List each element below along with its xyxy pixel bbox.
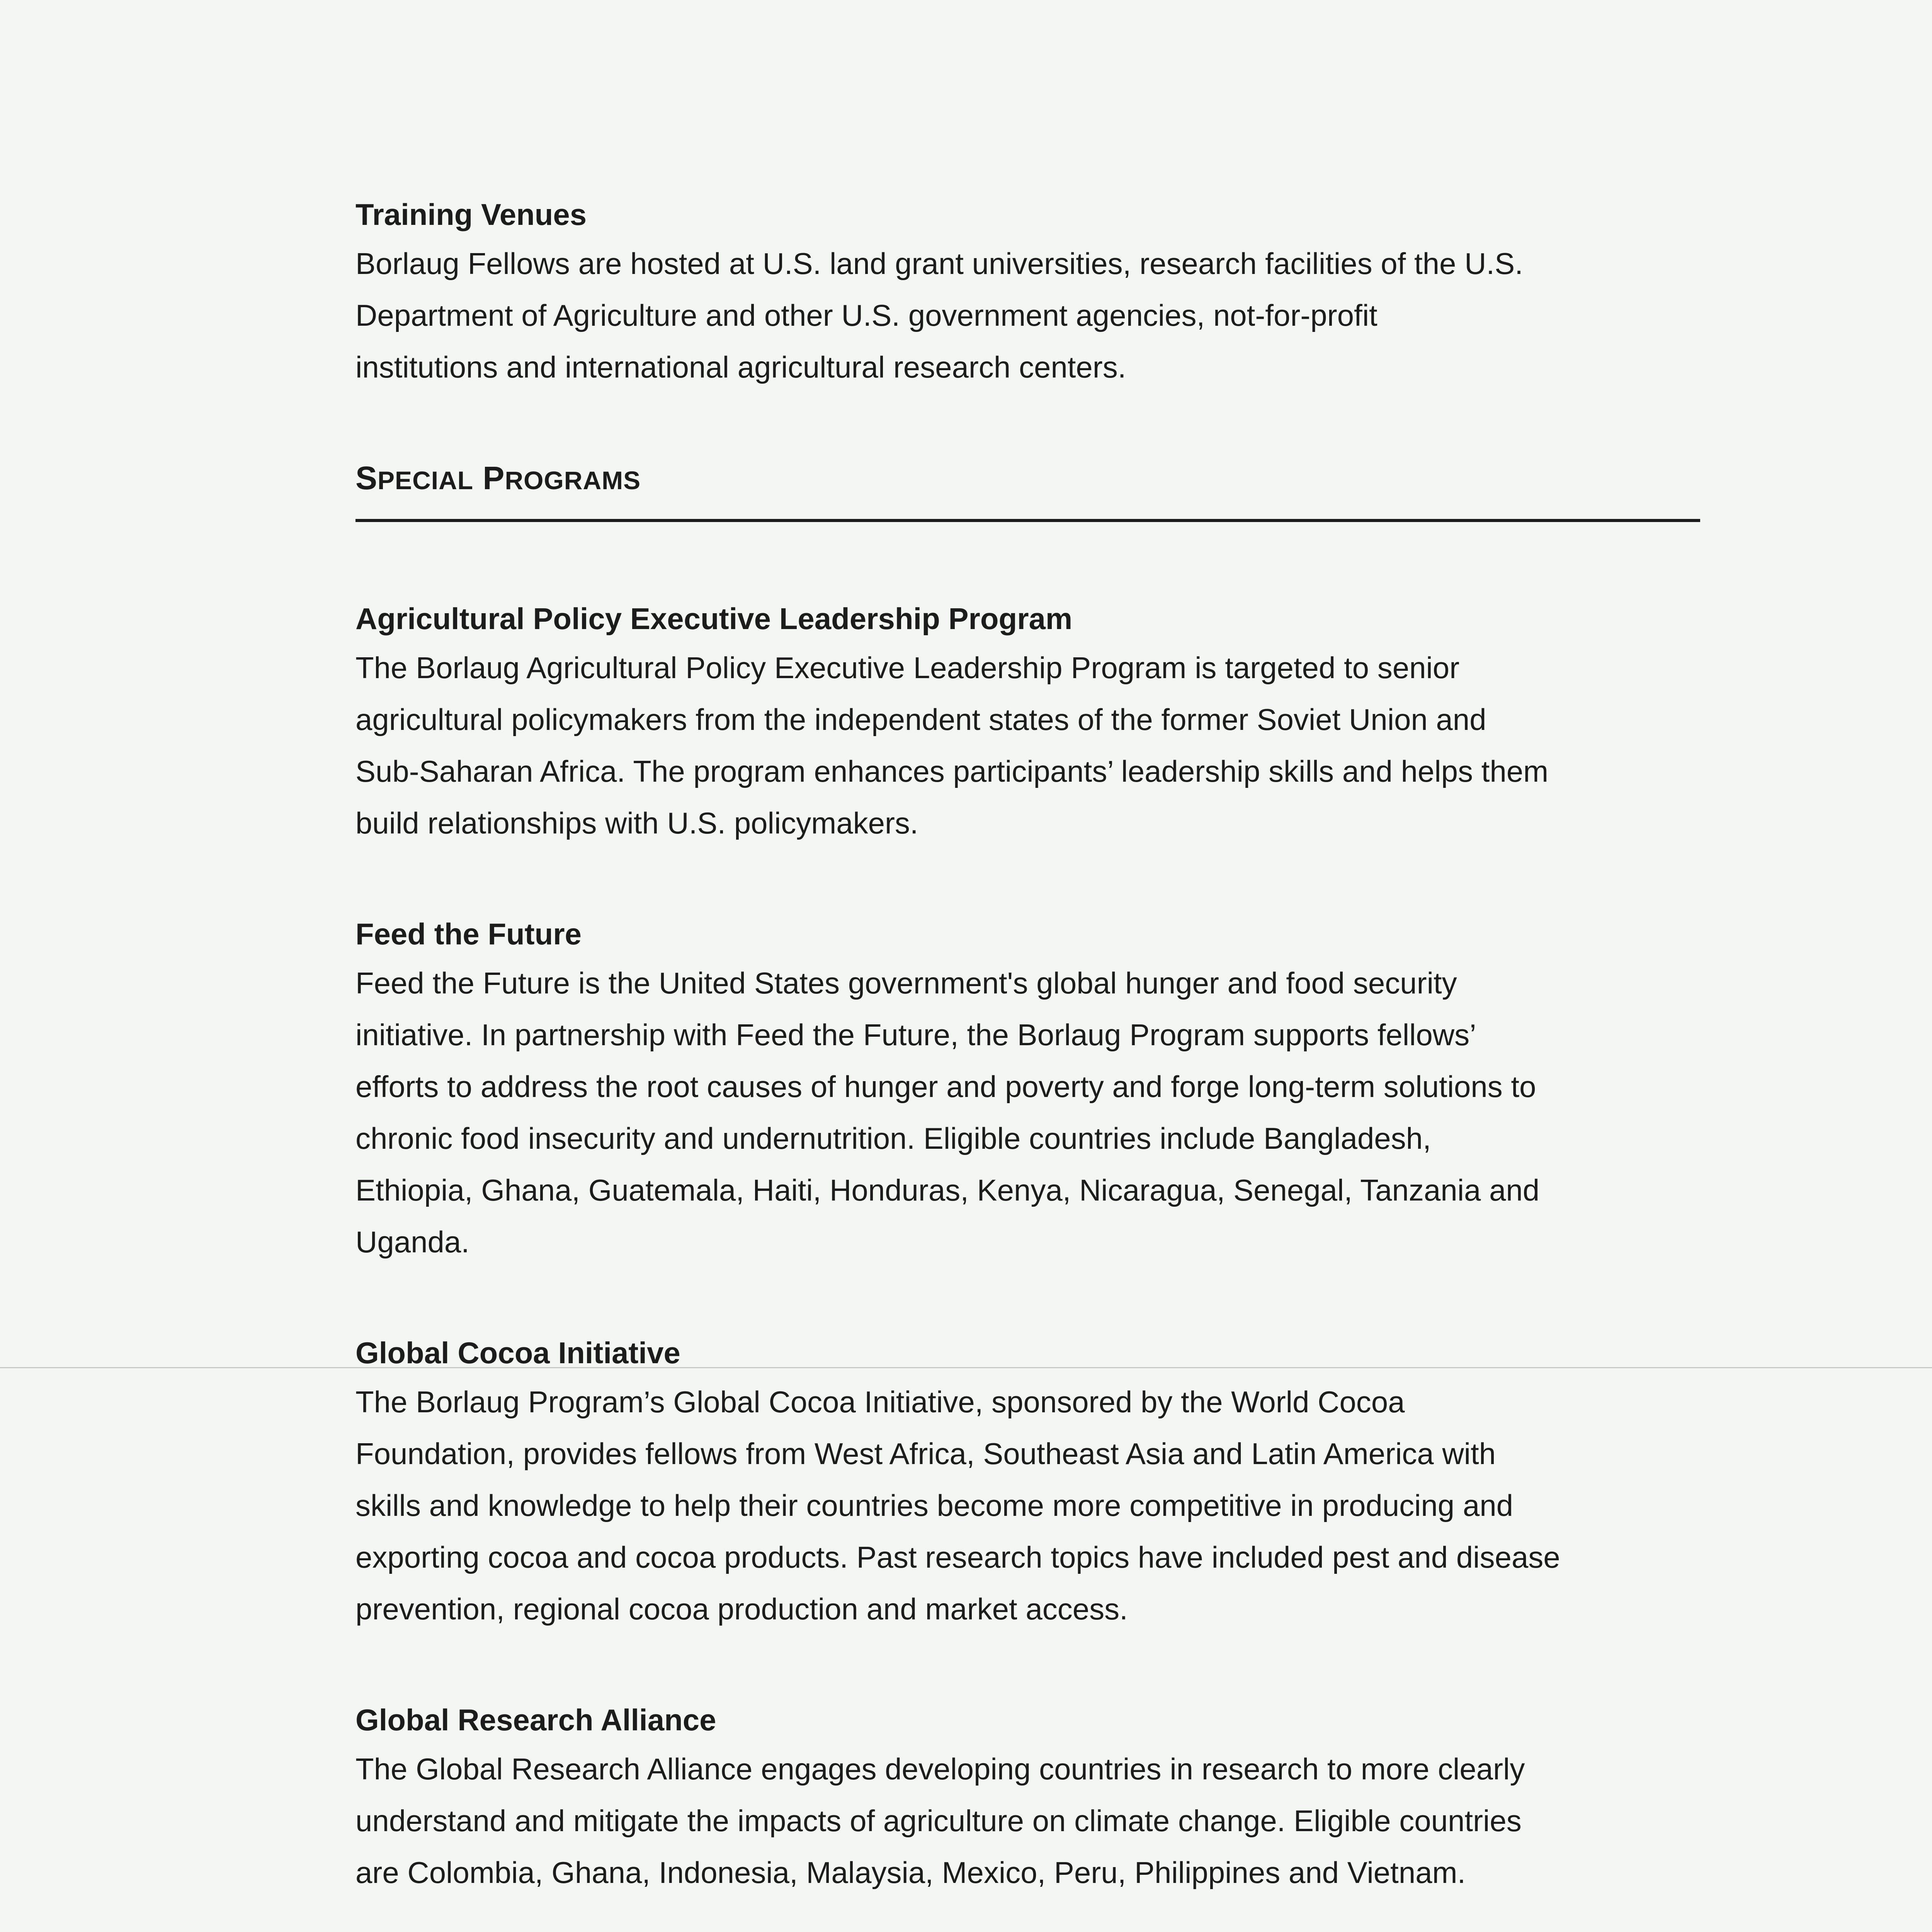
global-cocoa-line: Foundation, provides fellows from West Africa, Southeast Asia and Latin America with: [355, 1437, 1496, 1471]
agricultural-policy-heading: Agricultural Policy Executive Leadership Program: [355, 602, 1073, 636]
agricultural-policy-line: Sub-Saharan Africa. The program enhances participants’ leadership skills and helps them: [355, 754, 1549, 788]
special-programs-initial-p: P: [483, 460, 505, 496]
training-venues-line: institutions and international agricultural research centers.: [355, 350, 1126, 384]
global-research-line: are Colombia, Ghana, Indonesia, Malaysia, Mexico, Peru, Philippines and Vietnam.: [355, 1855, 1466, 1889]
training-venues-heading: Training Venues: [355, 197, 587, 231]
global-cocoa-line: exporting cocoa and cocoa products. Past research topics have included pest and disease: [355, 1540, 1560, 1574]
special-programs-rest-pecial: PECIAL: [378, 466, 474, 495]
section-divider-rule: [355, 519, 1700, 522]
global-research-line: understand and mitigate the impacts of agriculture on climate change. Eligible countries: [355, 1804, 1522, 1838]
feed-the-future-line: Uganda.: [355, 1225, 469, 1259]
global-cocoa-line: The Borlaug Program’s Global Cocoa Initiative, sponsored by the World Cocoa: [355, 1385, 1405, 1419]
training-venues-section: [355, 191, 1716, 393]
global-cocoa-line: prevention, regional cocoa production and market access.: [355, 1592, 1128, 1626]
global-cocoa-heading: Global Cocoa Initiative: [355, 1336, 680, 1370]
training-venues-line: Borlaug Fellows are hosted at U.S. land grant universities, research facilities of the U.S.: [355, 247, 1523, 281]
feed-the-future-line: Ethiopia, Ghana, Guatemala, Haiti, Honduras, Kenya, Nicaragua, Senegal, Tanzania and: [355, 1173, 1540, 1207]
feed-the-future-line: initiative. In partnership with Feed the Future, the Borlaug Program supports fellows’: [355, 1018, 1476, 1052]
special-programs-heading: [355, 455, 1716, 503]
agricultural-policy-section: [355, 595, 1716, 849]
feed-the-future-heading: Feed the Future: [355, 917, 582, 951]
feed-the-future-line: efforts to address the root causes of hunger and poverty and forge long-term solutions to: [355, 1070, 1536, 1104]
special-programs-rest-rograms: ROGRAMS: [505, 466, 641, 495]
feed-the-future-section: [355, 911, 1716, 1268]
global-research-heading: Global Research Alliance: [355, 1703, 716, 1737]
global-research-section: [355, 1697, 1716, 1898]
training-venues-line: Department of Agriculture and other U.S. government agencies, not-for-profit: [355, 298, 1378, 332]
agricultural-policy-line: build relationships with U.S. policymakers.: [355, 806, 918, 840]
feed-the-future-line: chronic food insecurity and undernutrition. Eligible countries include Bangladesh,: [355, 1121, 1431, 1155]
global-cocoa-section: [355, 1330, 1716, 1635]
document-content: [355, 191, 1716, 1932]
agricultural-policy-line: agricultural policymakers from the independent states of the former Soviet Union and: [355, 702, 1486, 736]
global-research-line: The Global Research Alliance engages developing countries in research to more clearly: [355, 1752, 1525, 1786]
global-cocoa-line: skills and knowledge to help their countries become more competitive in producing and: [355, 1488, 1513, 1522]
special-programs-initial-s: S: [355, 460, 378, 496]
agricultural-policy-line: The Borlaug Agricultural Policy Executive Leadership Program is targeted to senior: [355, 651, 1460, 685]
feed-the-future-line: Feed the Future is the United States government's global hunger and food security: [355, 966, 1457, 1000]
